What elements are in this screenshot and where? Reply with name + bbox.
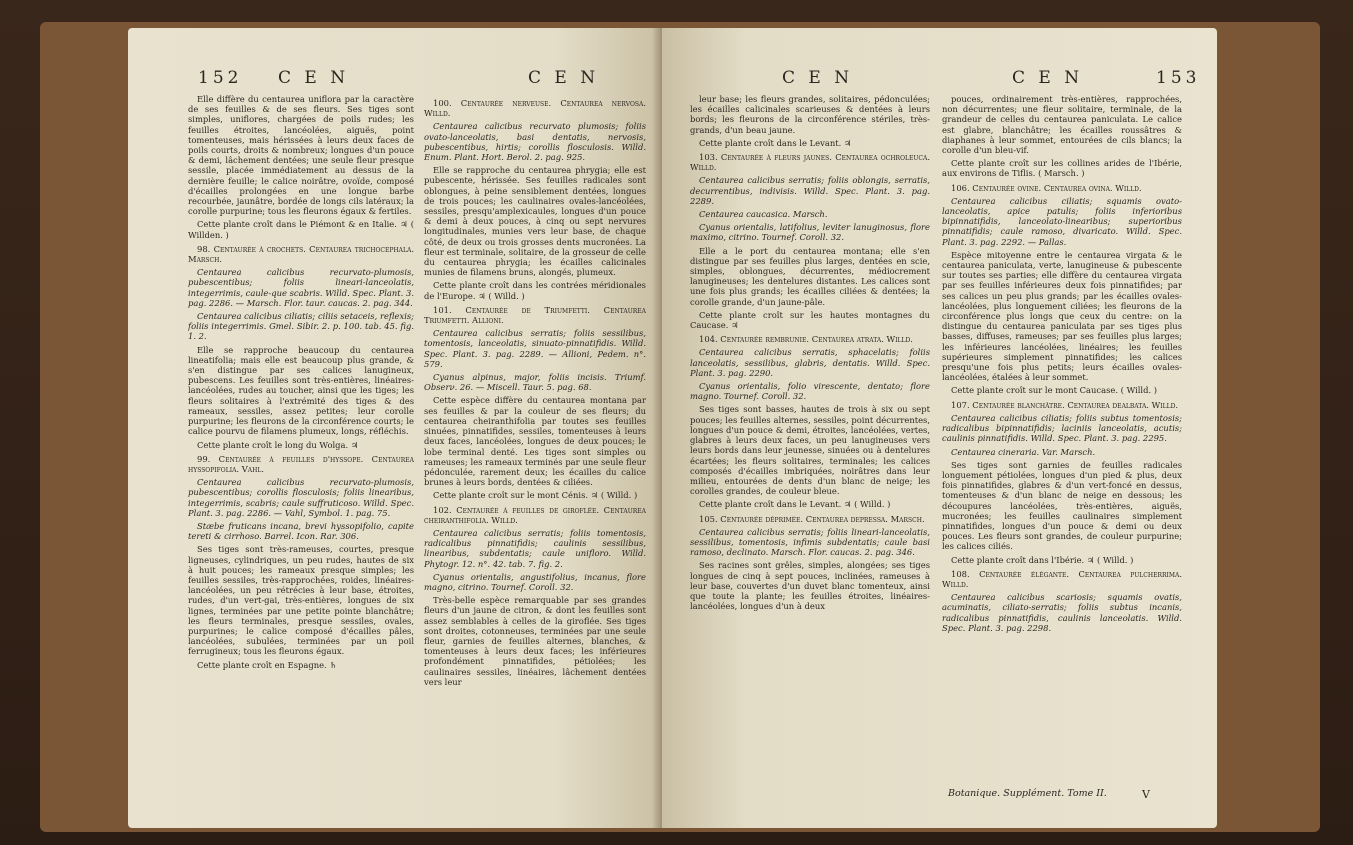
entry-heading: 107. Centaurée blanchâtre. Centaurea dealbata. Willd. [951, 399, 1179, 410]
right-running-head: C E N [782, 68, 854, 88]
left-running-head-col2: C E N [528, 68, 600, 88]
left-column-1 [188, 94, 414, 824]
latin-synonym: Cyanus orientalis, latifolius, leviter lanuginosus, flore maximo, citrino. Tournef. Coroll. 32. [690, 222, 930, 243]
paragraph: Ses tiges sont garnies de feuilles radicales longuement pétiolées, longues d'un pied & plus, deux fois pinnatifides, glabres & d'un vert-foncé en dessus, tomenteuses & d'un blanc de neige en dessous; les découpures lancéolées, très-entières, aiguës, mucronées; les feuilles caulinaires simplement pinnatifides, longues d'un pouce & demi ou deux pouces. Les fleurs sont grandes, de couleur purpurine; les calices ciliés. [942, 459, 1182, 552]
entry-heading: 102. Centaurée à feuilles de giroflée. Centaurea cheiranthifolia. Willd. [424, 504, 646, 525]
latin-diagnosis: Centaurea calicibus serratis; foliis lineari-lanceolatis, sessilibus, tomentosis, infimis subdentatis; caule basi ramoso, declinato. Marsch. Flor. caucas. 2. pag. 346. [690, 526, 930, 558]
entry-heading: 104. Centaurée rembrunie. Centaurea atrata. Willd. [699, 334, 913, 345]
latin-diagnosis: Centaurea calicibus recurvato plumosis; foliis ovato-lanceolatis, basi dentatis, nervosis, pubescentibus, hirtis; corollis flosculosis. Willd. Enum. Plant. Hort. Berol. 2. pag. 925. [424, 121, 646, 163]
right-running-head-col2: C E N [1012, 68, 1084, 88]
paragraph: Cette plante croît dans le Piémont & en Italie. ♃ ( Willden. ) [188, 219, 414, 240]
paragraph: Cette plante croît sur le mont Caucase. ( Willd. ) [951, 385, 1158, 396]
paragraph: Cette plante croît en Espagne. ♄ [197, 659, 337, 670]
entry-heading: 105. Centaurée déprimée. Centaurea depressa. Marsch. [699, 513, 925, 524]
entry-heading: 106. Centaurée ovine. Centaurea ovina. Willd. [951, 182, 1142, 193]
page-footer: Botanique. Supplément. Tome II. [948, 788, 1107, 799]
entry-heading: 99. Centaurée à feuilles d'hyssope. Centaurea hyssopifolia. Vahl. [188, 453, 414, 474]
right-page [662, 28, 1217, 828]
latin-diagnosis: Centaurea calicibus recurvato-plumosis, pubescentibus; corollis flosculosis; foliis linearibus, integerrimis, scabris; caule suffruticoso. Willd. Spec. Plant. 3. pag. 2286. — Vahl, Symbol. 1. pag. 75. [188, 477, 414, 518]
paragraph: Cette plante croît sur le mont Cénis. ♃ ( Willd. ) [433, 490, 638, 501]
entry-heading: 103. Centaurée à fleurs jaunes. Centaurea ochroleuca. Willd. [690, 152, 930, 173]
latin-diagnosis: Centaurea calicibus serratis; foliis sessilibus, tomentosis, lanceolatis, sinuato-pinnatifidis. Willd. Spec. Plant. 3. pag. 2289. — Allioni, Pedem. n°. 579. [424, 328, 646, 369]
paragraph: Espèce mitoyenne entre le centaurea virgata & le centaurea paniculata, verte, lanugineuse & pubescente sur toutes ses parties; elle diffère du centaurea virgata par ses feuilles inférieures deux fois pinnatifides; par ses calices un peu plus grands; par les écailles ovales-lancéolées, plus longuement ciliées; les fleurons de la circonférence plus longs que ceux du centre: on la distingue du centaurea paniculata par ses tiges plus basses, diffuses, rameuses; par ses feuilles plus larges; les inférieures lancéolées, linéaires; les feuilles supérieures simplement pinnatifides; les calices presqu'une fois plus petits; leurs écailles ovales-lancéolées, étalées à leur sommet. [942, 249, 1182, 383]
latin-diagnosis: Centaurea calicibus scariosis; squamis ovatis, acuminatis, ciliato-serratis; foliis subtus incanis, radicalibus pinnatifidis, caulinis lanceolatis. Willd. Spec. Plant. 3. pag. 2298. [942, 592, 1182, 633]
paragraph: Elle se rapproche beaucoup du centaurea lineatifolia; mais elle est beaucoup plus grande, & s'en distingue par ses calices lanugineux, pubescens. Les feuilles sont très-entières, linéaires-lancéolées, rudes au toucher, ainsi que les tiges; les fleurs solitaires à l'extrémité des tiges & des rameaux, sessiles, assez petites; leur corolle purpurine; les fleurons de la circonférence courts; le calice pourvu de filamens plumeux, longs, réfléchis. [188, 344, 414, 437]
latin-synonym: Centaurea calicibus ciliatis; ciliis setaceis, reflexis; foliis integerrimis. Gmel. Sibir. 2. p. 100. tab. 45. fig. 1. 2. [188, 311, 414, 342]
latin-synonym: Centaurea caucasica. Marsch. [699, 209, 828, 220]
paragraph: leur base; les fleurs grandes, solitaires, pédonculées; les écailles calicinales scarieuses & dentées à leurs bords; les fleurons de la circonférence stériles, très-grands, d'un beau jaune. [690, 94, 930, 135]
latin-synonym: Cyanus orientalis, folio virescente, dentato; flore magno. Tournef. Coroll. 32. [690, 381, 930, 402]
signature-mark: V [1142, 788, 1150, 801]
paragraph: Ses tiges sont basses, hautes de trois à six ou sept pouces; les feuilles alternes, sessiles, point décurrentes, longues d'un pouce & demi, étroites, lancéolées, vertes, glabres à leurs deux faces, un peu lanugineuses vers leurs bords dans leur jeunesse, sinuées ou à dentelures écartées; les fleurs solitaires, terminales; les calices composés d'écailles imbriquées, noirâtres dans leur milieu, entourées de dents d'un blanc de neige; les corolles grandes, de couleur bleue. [690, 404, 930, 497]
latin-diagnosis: Centaurea calicibus recurvato-plumosis, pubescentibus; foliis lineari-lanceolatis, integerrimis, caule-que scabris. Willd. Spec. Plant. 3. pag. 2286. — Marsch. Flor. taur. caucas. 2. pag. 344. [188, 267, 414, 308]
paragraph: Ses racines sont grêles, simples, alongées; ses tiges longues de cinq à sept pouces, inclinées, rameuses à leur base, couvertes d'un duvet blanc tomenteux, ainsi que toute la plante; les feuilles étroites, linéaires-lancéolées, longues d'un à deux [690, 560, 930, 612]
paragraph: Cette plante croît sur les hautes montagnes du Caucase. ♃ [690, 309, 930, 331]
left-page-number: 152 [198, 68, 243, 88]
latin-synonym: Cyanus alpinus, major, foliis incisis. Triumf. Obserν. 26. — Miscell. Taur. 5. pag. 68. [424, 372, 646, 393]
paragraph: Cette plante croît dans le Levant. ♃ [699, 137, 852, 148]
paragraph: Cette plante croît dans l'Ibérie. ♃ ( Willd. ) [951, 554, 1134, 565]
right-column-1 [690, 94, 930, 824]
latin-diagnosis: Centaurea calicibus serratis; foliis oblongis, serratis, decurrentibus, indivisis. Willd. Spec. Plant. 3. pag. 2289. [690, 175, 930, 206]
left-page [128, 28, 662, 828]
latin-synonym: Centaurea cineraria. Var. Marsch. [951, 446, 1096, 457]
right-page-number: 153 [1156, 68, 1201, 88]
entry-heading: 100. Centaurée nerveuse. Centaurea nervosa. Willd. [424, 98, 646, 119]
paragraph: Cette plante croît sur les collines arides de l'Ibérie, aux environs de Tiflis. ( Marsch. ) [942, 158, 1182, 179]
left-column-2 [424, 94, 646, 824]
latin-diagnosis: Centaurea calicibus ciliatis; squamis ovato-lanceolatis, apice patulis; foliis inferioribus bipinnatifidis, lanceolato-linearibus; superioribus pinnatifidis; caule ramoso, divaricato. Willd. Spec. Plant. 3. pag. 2292. — Pallas. [942, 195, 1182, 247]
paragraph: Cette espèce diffère du centaurea montana par ses feuilles & par la couleur de ses fleurs; du centaurea cheiranthifolia par toutes ses feuilles sinuées, pinnatifides, sessiles, tomenteuses à leurs deux faces, lancéolées, longues de deux pouces; le lobe terminal denté. Les tiges sont simples ou rameuses; les rameaux terminés par une seule fleur pédonculée, rarement deux; les écailles du calice brunes à leurs bords, dentées & ciliées. [424, 395, 646, 488]
right-column-2 [942, 94, 1182, 784]
latin-diagnosis: Centaurea calicibus ciliatis; foliis subtus tomentosis; radicalibus bipinnatifidis; laciniis lanceolatis, acutis; caulinis pinnatifidis. Willd. Spec. Plant. 3. pag. 2295. [942, 412, 1182, 444]
paragraph: Elle se rapproche du centaurea phrygia; elle est pubescente, hérissée. Ses feuilles radicales sont oblongues, à peine sensiblement dentées, longues de trois pouces; les caulinaires ovales-lancéolées, sessiles, presqu'amplexicaules, longues d'un pouce & demi à deux pouces, à cinq ou sept nervures longitudinales, munies vers leur base, de chaque côté, de deux ou trois grosses dents mucronées. La fleur est terminale, solitaire, de la grosseur de celle du centaurea phrygia; les écailles calicinales munies de filamens bruns, alongés, plumeux. [424, 165, 646, 278]
entry-heading: 108. Centaurée élégante. Centaurea pulcherrima. Willd. [942, 568, 1182, 589]
entry-heading: 101. Centaurée de Triumfetti. Centaurea Triumfetti. Allioni. [424, 304, 646, 326]
paragraph: Très-belle espèce remarquable par ses grandes fleurs d'un jaune de citron, & dont les feuilles sont assez semblables à celles de la giroflée. Ses tiges sont droites, cotonneuses, terminées par une seule fleur, garnies de feuilles alternes, blanches, & tomenteuses à leurs deux faces; les inférieures profondément pinnatifides, pétiolées; les caulinaires sessiles, linéaires, lâchement dentées vers leur [424, 595, 646, 687]
paragraph: Elle a le port du centaurea montana; elle s'en distingue par ses feuilles plus larges, dentées en scie, simples, oblongues, décurrentes, médiocrement lanugineuses; les dentelures distantes. Les calices sont une fois plus grands; les écailles ciliées & dentées; la corolle grande, d'un jaune-pâle. [690, 245, 930, 307]
left-running-head: C E N [278, 68, 350, 88]
latin-synonym: Cyanus orientalis, angustifolius, incanus, flore magno, citrino. Tournef. Coroll. 32. [424, 571, 646, 592]
paragraph: pouces, ordinairement très-entières, rapprochées, non décurrentes; une fleur solitaire, terminale, de la grandeur de celles du centaurea paniculata. Le calice est glabre, blanchâtre; les écailles roussâtres & diaphanes à leur sommet, entourées de cils blancs; la corolle d'un bleu-vif. [942, 94, 1182, 156]
paragraph: Cette plante croît le long du Wolga. ♃ [197, 439, 359, 450]
latin-diagnosis: Centaurea calicibus serratis, sphacelatis; foliis lanceolatis, sessilibus, glabris, dentatis. Willd. Spec. Plant. 3. pag. 2290. [690, 347, 930, 378]
latin-diagnosis: Centaurea calicibus serratis; foliis tomentosis, radicalibus pinnatifidis; caulinis sessilibus, linearibus, subdentatis; caule unifloro. Willd. Phytogr. 12. n°. 42. tab. 7. fig. 2. [424, 527, 646, 569]
paragraph: Cette plante croît dans les contrées méridionales de l'Europe. ♃ ( Willd. ) [424, 280, 646, 301]
latin-synonym: Stæbe fruticans incana, brevi hyssopifolio, capite tereti & cirrhoso. Barrel. Icon. Rar. 306. [188, 520, 414, 542]
paragraph: Elle diffère du centaurea uniflora par la caractère de ses feuilles & de ses fleurs. Ses tiges sont simples, uniflores, chargées de poils rudes; les feuilles étroites, lancéolées, aiguës, point tomenteuses, mais hérissées à leurs deux faces de poils courts, droits & nombreux; longues d'un pouce & demi, lâchement dentées; une seule fleur presque sessile, placée immédiatement au dessus de la dernière feuille; le calice noirâtre, ovoïde, composé d'écailles prolongées en une longue barbe recourbée, jaunâtre, bordée de longs cils latéraux; la corolle purpurine; tous les fleurons égaux & fertiles. [188, 94, 414, 217]
entry-heading: 98. Centaurée à crochets. Centaurea trichocephala. Marsch. [188, 243, 414, 265]
paragraph: Cette plante croît dans le Levant. ♃ ( Willd. ) [699, 499, 891, 510]
paragraph: Ses tiges sont très-rameuses, courtes, presque ligneuses, cylindriques, un peu rudes, hautes de six à huit pouces; les rameaux presque simples; les feuilles sessiles, très-rapprochées, roides, linéaires-lancéolées, un peu rétrécies à leur base, étroites, rudes, d'un vert-gai, très-entières, longues de six lignes, terminées par une petite pointe blanchâtre; les fleurs terminales, presque sessiles, ovales, purpurines; le calice composé d'écailles pâles, lancéolées, subulées, terminées par un poil ferrugineux; tous les fleurons égaux. [188, 544, 414, 657]
